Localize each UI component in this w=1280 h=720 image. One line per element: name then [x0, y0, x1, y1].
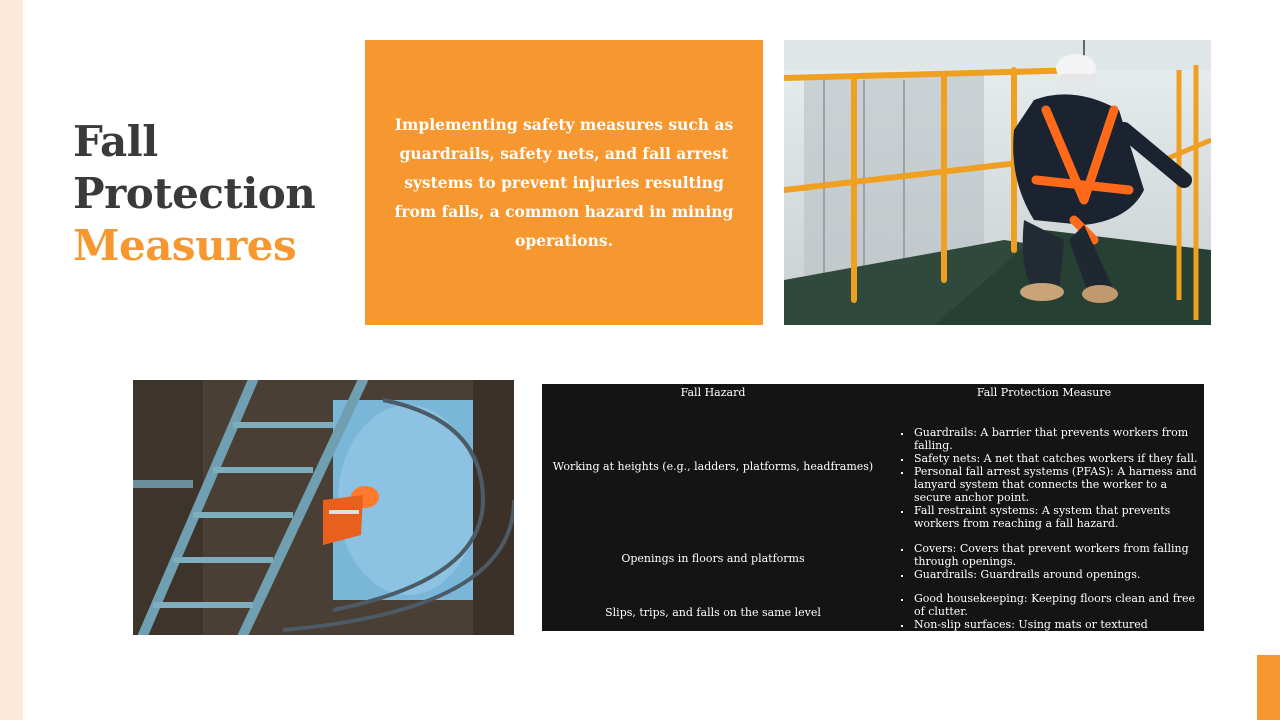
- list-item: ▪ Non-slip surfaces: Using mats or textured: [912, 618, 1198, 631]
- title-accent-line: Measures: [73, 221, 297, 270]
- list-item: ▪ Personal fall arrest systems (PFAS): A harness and lanyard system that connects the worker to a secure anchor point.: [912, 465, 1198, 504]
- table-header-row: [542, 384, 1204, 402]
- hazard-cell: Working at heights (e.g., ladders, platforms, headframes): [552, 459, 874, 473]
- list-item: ▪ Covers: Covers that prevent workers from falling through openings.: [912, 542, 1198, 568]
- measure-list: [888, 530, 1198, 581]
- corner-accent-block: [1257, 655, 1280, 720]
- list-item: ▪ Guardrails: Guardrails around openings.: [912, 568, 1198, 581]
- description-text: Implementing safety measures such as guardrails, safety nets, and fall arrest systems to prevent injuries resulting from falls, a common hazard in mining operations.: [394, 115, 734, 250]
- table-row: [542, 402, 1204, 530]
- description-box: [365, 40, 763, 325]
- worker-harness-photo: [784, 40, 1211, 325]
- title-line-1: Fall: [73, 117, 158, 166]
- ladder-shaft-photo: [133, 380, 514, 635]
- list-item: ▪ Good housekeeping: Keeping floors clean and free of clutter.: [912, 592, 1198, 618]
- table-row: [542, 586, 1204, 631]
- hazard-cell: Slips, trips, and falls on the same level: [605, 605, 821, 619]
- measure-list: [888, 586, 1198, 631]
- left-accent-strip: [0, 0, 23, 720]
- hazard-cell: Openings in floors and platforms: [621, 551, 805, 565]
- slide-title: [73, 116, 315, 272]
- measure-list: [888, 402, 1198, 530]
- fall-hazard-table: [542, 384, 1204, 631]
- list-item: ▪ Safety nets: A net that catches workers if they fall.: [912, 452, 1198, 465]
- table-row: [542, 530, 1204, 586]
- measure-cell: [884, 402, 1204, 530]
- column-header-measure: Fall Protection Measure: [976, 385, 1112, 399]
- column-header-hazard: Fall Hazard: [680, 385, 746, 399]
- list-item: ▪ Guardrails: A barrier that prevents workers from falling.: [912, 426, 1198, 452]
- title-line-2: Protection: [73, 169, 316, 218]
- list-item: ▪ Fall restraint systems: A system that prevents workers from reaching a fall hazard.: [912, 504, 1198, 530]
- measure-cell: [884, 586, 1204, 631]
- measure-cell: [884, 530, 1204, 586]
